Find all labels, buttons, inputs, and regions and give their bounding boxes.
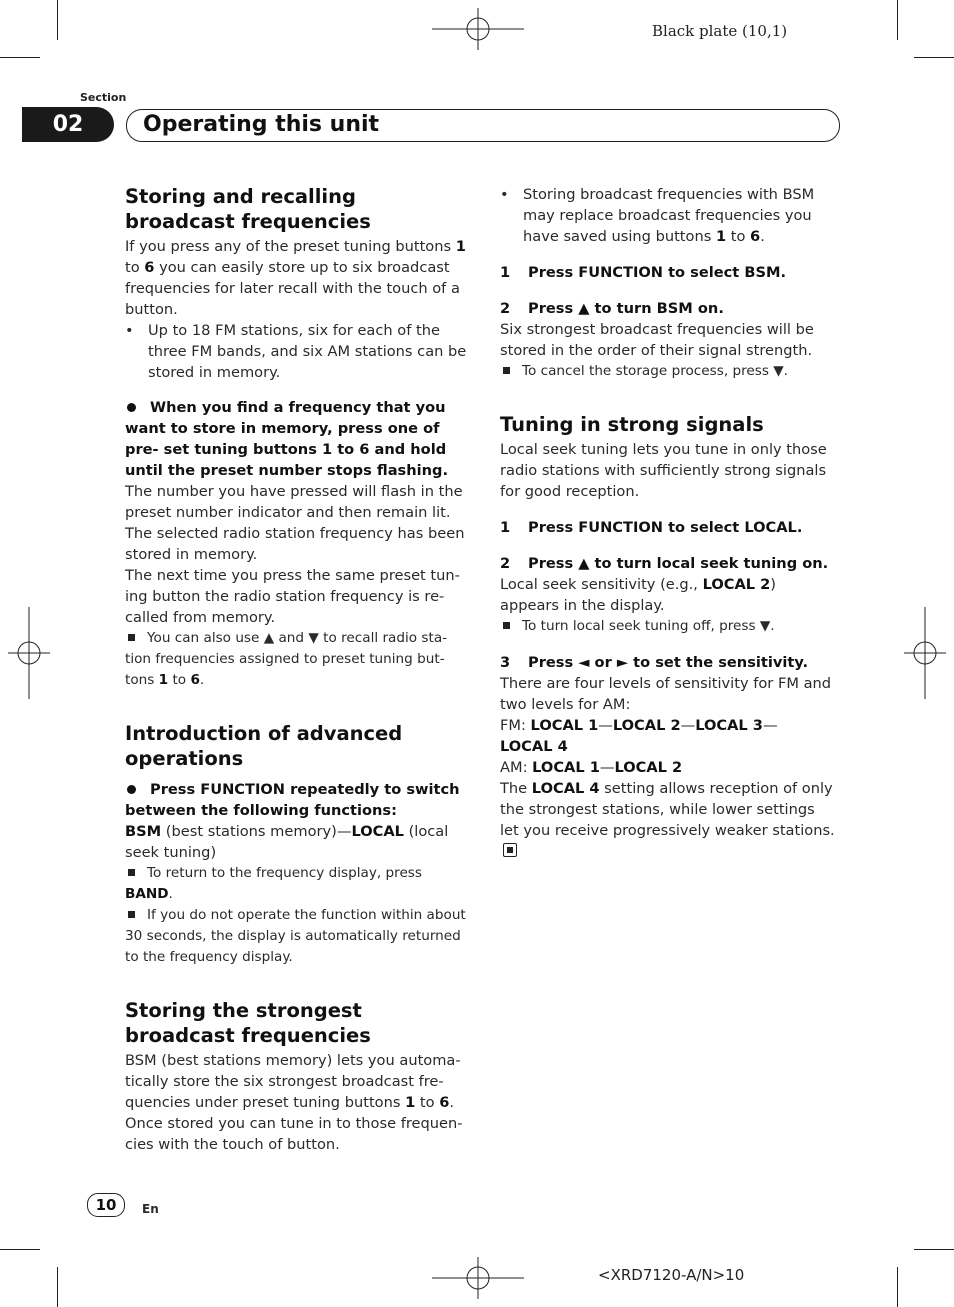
crop-mark (914, 57, 954, 58)
fm-levels: FM: LOCAL 1—LOCAL 2—LOCAL 3— LOCAL 4 (500, 717, 778, 755)
intro-functions: BSM (best stations memory)—LOCAL (local seek tuning) (125, 823, 449, 861)
bullet-dot-icon (127, 785, 136, 794)
note-square-icon (128, 911, 135, 918)
crop-mark (57, 1267, 58, 1307)
note-square-icon (503, 622, 510, 629)
registration-mark-right (904, 607, 946, 699)
store-bullet: • Up to 18 FM stations, six for each of the three FM bands, and six AM stations can be stored in memory. (125, 322, 467, 381)
note-square-icon (128, 869, 135, 876)
note-square-icon (503, 367, 510, 374)
document-code: <XRD7120-A/N>10 (598, 1266, 745, 1284)
heading-storing-strongest: Storing the strongest broadcast frequencies (125, 999, 371, 1047)
note-square-icon (128, 634, 135, 641)
crop-mark (897, 1267, 898, 1307)
store-body: The number you have pressed will flash in the preset number indicator and then remain lit. The selected radio station frequency has been stored in memory. (125, 483, 465, 563)
local-step-1: 1 Press FUNCTION to select LOCAL. (500, 519, 803, 536)
section-label: Section (80, 91, 127, 104)
bullet-dot-icon (127, 403, 136, 412)
section-number: 02 (22, 107, 114, 142)
section-title: Operating this unit (143, 112, 380, 137)
local-note: To turn local seek tuning off, press ▼. (500, 616, 838, 637)
crop-mark (0, 57, 40, 58)
end-of-section-icon (503, 843, 517, 857)
left-column (125, 184, 470, 1155)
bsm-step-2: 2 Press ▲ to turn BSM on. (500, 300, 724, 317)
crop-mark (0, 1249, 40, 1250)
crop-mark (914, 1249, 954, 1250)
store-instruction: When you find a frequency that you want to store in memory, press one of pre- set tuning buttons 1 to 6 and hold until the preset number stops flashing. (125, 399, 449, 479)
crop-mark (57, 0, 58, 40)
local-step-2-body: Local seek sensitivity (e.g., LOCAL 2) appears in the display. (500, 576, 776, 614)
right-column (500, 184, 838, 862)
plate-label: Black plate (10,1) (652, 22, 788, 40)
bsm-body: BSM (best stations memory) lets you automa- tically store the six strongest broadcast fre- quencies under preset tuning buttons 1 to 6. Once stored you can tune in to those frequen- cies with the touch of button. (125, 1052, 463, 1153)
heading-intro-advanced: Introduction of advanced operations (125, 722, 403, 770)
local-step-2: 2 Press ▲ to turn local seek tuning on. (500, 555, 829, 572)
store-body-2: The next time you press the same preset tun- ing button the radio station frequency is re- called from memory. (125, 567, 460, 626)
store-note: You can also use ▲ and ▼ to recall radio sta- tion frequencies assigned to preset tuning but- tons 1 to 6. (125, 630, 448, 688)
local-final: The LOCAL 4 setting allows reception of only the strongest stations, while lower settings let you receive progressively weaker stations. (500, 778, 838, 862)
store-intro: If you press any of the preset tuning buttons 1 to 6 you can easily store up to six broadcast frequencies for later recall with the touch of a button. (125, 238, 466, 318)
am-levels: AM: LOCAL 1—LOCAL 2 (500, 759, 683, 776)
intro-instruction: Press FUNCTION repeatedly to switch between the following functions: (125, 781, 460, 819)
bsm-step-2-body: Six strongest broadcast frequencies will be stored in the order of their signal strength. (500, 321, 814, 359)
local-step-3-body: There are four levels of sensitivity for FM and two levels for AM: (500, 675, 832, 713)
registration-mark-top (432, 8, 524, 50)
heading-storing-recalling: Storing and recalling broadcast frequencies (125, 185, 371, 233)
intro-note-2: If you do not operate the function within about 30 seconds, the display is automatically returned to the frequency display. (125, 907, 466, 965)
local-body: Local seek tuning lets you tune in only those radio stations with sufficiently strong signals for good reception. (500, 441, 827, 500)
page-number: 10 (87, 1193, 125, 1217)
local-step-3: 3 Press ◄ or ► to set the sensitivity. (500, 654, 809, 671)
crop-mark (897, 0, 898, 40)
intro-note-1: To return to the frequency display, press BAND. (125, 865, 422, 902)
registration-mark-left (8, 607, 50, 699)
heading-tuning-strong: Tuning in strong signals (500, 413, 764, 436)
bsm-step-1: 1 Press FUNCTION to select BSM. (500, 264, 787, 281)
language-label: En (142, 1202, 159, 1216)
registration-mark-bottom (432, 1257, 524, 1299)
bsm-bullet: • Storing broadcast frequencies with BSM may replace broadcast frequencies you have saved using buttons 1 to 6. (500, 186, 815, 245)
bsm-note: To cancel the storage process, press ▼. (500, 361, 838, 382)
